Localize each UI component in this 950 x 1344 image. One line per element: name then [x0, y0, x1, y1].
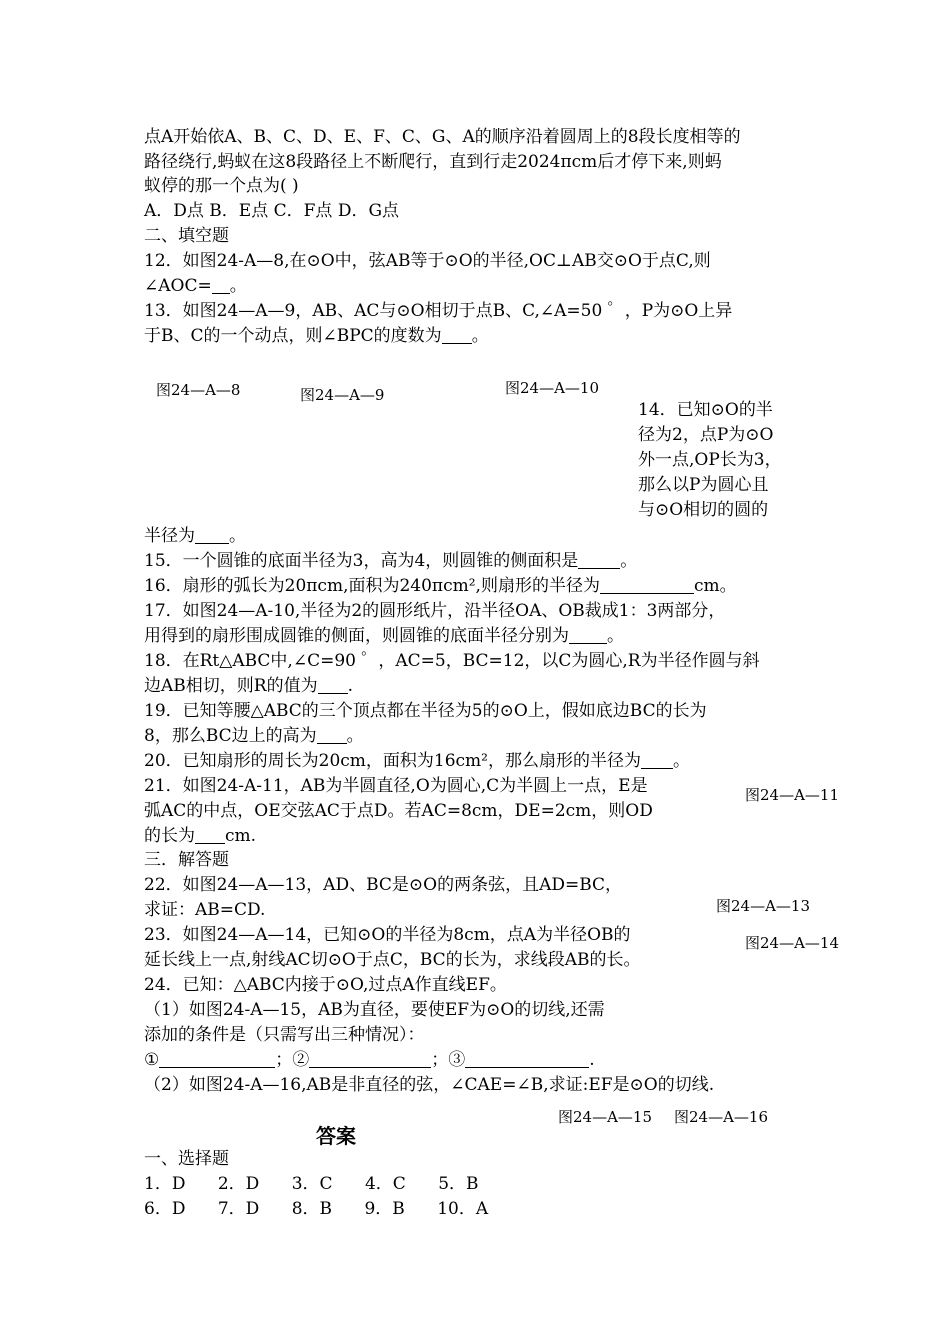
answers-row2: 6．D 7．D 8．B 9．B 10．A	[144, 1199, 489, 1219]
q17-answer-blank	[569, 625, 607, 644]
caption-fig13: 图24—A—13	[716, 897, 811, 915]
q19-text: 8，那么BC边上的高为	[144, 726, 317, 746]
q18-line1: 18．在Rt△ABC中,∠C=90 ゜，AC=5，BC=12，以C为圆心,R为半径作圆与斜	[144, 651, 760, 671]
q16-text: 16．扇形的弧长为20πcm,面积为240πcm²,则扇形的半径为	[144, 576, 600, 596]
q24-line3: 添加的条件是（只需写出三种情况）：	[144, 1025, 425, 1045]
q23-line2: 延长线上一点,射线AC切⊙O于点C，BC的长为，求线段AB的长。	[144, 950, 641, 970]
q24-line5: （2）如图24-A—16,AB是非直径的弦，∠CAE=∠B,求证:EF是⊙O的切线.	[144, 1075, 715, 1095]
q13-line1: 13．如图24—A—9，AB、AC与⊙O相切于点B、C,∠A=50 ゜，P为⊙O上异	[144, 301, 733, 321]
section-solutions: 三．解答题	[144, 850, 229, 870]
q20-text: 20．已知扇形的周长为20cm，面积为16cm²，那么扇形的半径为	[144, 751, 641, 771]
q12-line2	[144, 274, 247, 298]
q22-line1: 22．如图24—A—13，AD、BC是⊙O的两条弦，且AD=BC，	[144, 875, 623, 895]
q17-tail: 。	[607, 626, 624, 646]
caption-fig10: 图24—A—10	[505, 379, 600, 397]
q18-line2	[144, 674, 353, 698]
q24-condition3-label: ；③	[431, 1050, 466, 1070]
q21-answer-blank	[195, 825, 225, 844]
q14-line3: 外一点,OP长为3，	[638, 450, 782, 470]
q19-tail: 。	[346, 726, 364, 746]
q14-line6	[144, 524, 246, 548]
q23-line1: 23．如图24—A—14，已知⊙O的半径为8cm，点A为半径OB的	[144, 925, 631, 945]
q24-conditions	[144, 1048, 595, 1072]
q13-answer-blank	[442, 325, 472, 344]
q14-line2: 径为2，点P为⊙O	[638, 425, 774, 445]
q20-tail: 。	[673, 751, 690, 771]
q14-side-text	[638, 398, 810, 523]
q21-tail: cm.	[225, 826, 257, 846]
q16-tail: cm。	[693, 576, 737, 596]
q11-options: A．D点 B．E点 C．F点 D．G点	[144, 201, 400, 221]
q19-line1: 19．已知等腰△ABC的三个顶点都在半径为5的⊙O上，假如底边BC的长为	[144, 701, 707, 721]
q21-line3	[144, 824, 256, 848]
q17-line1: 17．如图24—A-10,半径为2的圆形纸片，沿半径OA、OB裁成1：3两部分，	[144, 601, 726, 621]
q15-answer-blank	[578, 550, 620, 569]
q13-tail: 。	[471, 326, 489, 346]
q14-line1: 14．已知⊙O的半	[638, 400, 773, 420]
q24-condition2-label: ；②	[275, 1050, 310, 1070]
caption-fig8: 图24—A—8	[156, 381, 241, 399]
q14-tail: 。	[229, 526, 246, 546]
q18-tail: .	[347, 676, 353, 696]
q19-answer-blank	[317, 725, 347, 744]
caption-fig14: 图24—A—14	[745, 934, 840, 952]
q13-line2	[144, 324, 489, 348]
caption-fig11: 图24—A—11	[745, 786, 840, 804]
q12-tail: 。	[229, 276, 247, 296]
answers-section1: 一、选择题	[144, 1149, 229, 1169]
q24-condition2-blank	[309, 1049, 431, 1068]
q12-line1: 12．如图24-A—8,在⊙O中，弦AB等于⊙O的半径,OC⊥AB交⊙O于点C,则	[144, 251, 711, 271]
q14-text: 半径为	[144, 526, 195, 546]
q24-line1: 24．已知：△ABC内接于⊙O,过点A作直线EF。	[144, 975, 507, 995]
q11-line3: 蚁停的那一个点为( )	[144, 176, 299, 196]
q15-line	[144, 549, 637, 573]
q21-line2: 弧AC的中点，OE交弦AC于点D。若AC=8cm，DE=2cm，则OD	[144, 801, 653, 821]
q19-line2	[144, 724, 364, 748]
q11-line1: 点A开始依A、B、C、D、E、F、C、G、A的顺序沿着圆周上的8段长度相等的	[144, 127, 741, 147]
q16-line	[144, 574, 737, 598]
q17-text: 用得到的扇形围成圆锥的侧面，则圆锥的底面半径分别为	[144, 626, 569, 646]
q14-answer-blank	[195, 525, 229, 544]
q24-condition-end: .	[589, 1050, 595, 1070]
q12-answer-blank	[212, 275, 230, 294]
q16-answer-blank	[600, 575, 694, 594]
answers-title: 答案	[316, 1124, 356, 1148]
q12-text: ∠AOC=	[144, 276, 212, 296]
q17-line2	[144, 624, 624, 648]
q24-condition1-label: ①	[144, 1050, 160, 1070]
q18-text: 边AB相切，则R的值为	[144, 676, 318, 696]
q14-line4: 那么以P为圆心且	[638, 475, 769, 495]
q21-line1: 21．如图24-A-11，AB为半圆直径,O为圆心,C为半圆上一点，E是	[144, 776, 648, 796]
q18-answer-blank	[318, 675, 348, 694]
caption-fig9: 图24—A—9	[300, 386, 385, 404]
q11-line2: 路径绕行,蚂蚁在这8段路径上不断爬行，直到行走2024πcm后才停下来,则蚂	[144, 152, 722, 172]
q14-line5: 与⊙O相切的圆的	[638, 500, 769, 520]
q20-answer-blank	[641, 750, 673, 769]
q15-text: 15．一个圆锥的底面半径为3，高为4，则圆锥的侧面积是	[144, 551, 579, 571]
q21-text: 的长为	[144, 826, 195, 846]
q24-condition1-blank	[159, 1049, 275, 1068]
section-fill-in: 二、填空题	[144, 226, 229, 246]
q20-line	[144, 749, 690, 773]
answers-row1: 1．D 2．D 3．C 4．C 5．B	[144, 1174, 479, 1194]
caption-fig15: 图24—A—15	[558, 1108, 653, 1126]
q24-line2: （1）如图24-A—15，AB为直径，要使EF为⊙O的切线,还需	[144, 1000, 605, 1020]
q24-condition3-blank	[465, 1049, 589, 1068]
q13-text: 于B、C的一个动点，则∠BPC的度数为	[144, 326, 442, 346]
caption-fig16: 图24—A—16	[674, 1108, 769, 1126]
q22-line2: 求证：AB=CD.	[144, 900, 266, 920]
q15-tail: 。	[620, 551, 638, 571]
